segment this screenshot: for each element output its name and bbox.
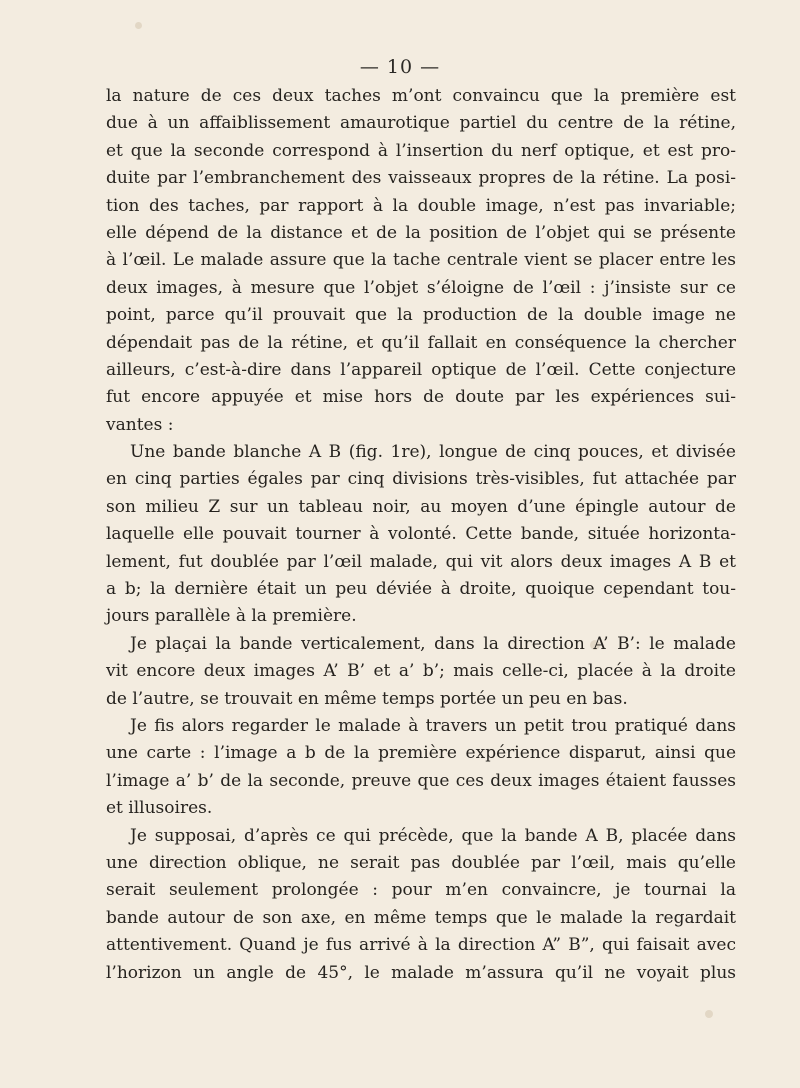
text-line: et illusoires. — [106, 798, 213, 819]
text-line: et que la seconde correspond à l’insertion du nerf optique, et est pro- — [106, 140, 736, 161]
text-line: tion des taches, par rapport à la double image, n’est pas invariable; — [106, 195, 736, 216]
text-line: lement, fut doublée par l’œil malade, qui vit alors deux images A B et — [106, 551, 736, 572]
text-line: une carte : l’image a b de la première expérience disparut, ainsi que — [106, 743, 736, 764]
text-line: en cinq parties égales par cinq divisions très-visibles, fut attachée par — [106, 469, 736, 490]
text-line: l’image a’ b’ de la seconde, preuve que ces deux images étaient fausses — [106, 770, 736, 791]
text-line: due à un affaiblissement amaurotique partiel du centre de la rétine, — [106, 113, 736, 134]
paper-stain — [135, 22, 142, 29]
text-line: ailleurs, c’est-à-dire dans l’appareil optique de l’œil. Cette conjecture — [106, 359, 736, 380]
body-text — [106, 83, 736, 987]
text-line: attentivement. Quand je fus arrivé à la direction A” B”, qui faisait avec — [106, 935, 736, 956]
text-line: Je supposai, d’après ce qui précède, que la bande A B, placée dans — [130, 825, 736, 846]
text-line: la nature de ces deux taches m’ont convaincu que la première est — [106, 86, 736, 106]
text-line: point, parce qu’il prouvait que la production de la double image ne — [106, 305, 736, 326]
text-line: Je plaçai la bande verticalement, dans la direction A’ B’: le malade — [130, 633, 736, 654]
text-line: a b; la dernière était un peu déviée à droite, quoique cependant tou- — [106, 579, 736, 600]
text-line: de l’autre, se trouvait en même temps portée un peu en bas. — [106, 688, 628, 709]
text-line: vantes : — [106, 414, 174, 435]
page-number: — 10 — — [359, 56, 441, 78]
text-line: son milieu Z sur un tableau noir, au moyen d’une épingle autour de — [106, 496, 736, 517]
text-line: elle dépend de la distance et de la position de l’objet qui se présente — [106, 222, 736, 243]
text-line: bande autour de son axe, en même temps que le malade la regardait — [106, 907, 736, 928]
text-line: dépendait pas de la rétine, et qu’il fallait en conséquence la chercher — [106, 332, 736, 353]
text-line: serait seulement prolongée : pour m’en convaincre, je tournai la — [106, 880, 736, 901]
text-line: duite par l’embranchement des vaisseaux propres de la rétine. La posi- — [106, 168, 736, 189]
text-line: à l’œil. Le malade assure que la tache centrale vient se placer entre les — [106, 250, 736, 271]
text-line: jours parallèle à la première. — [106, 606, 357, 627]
text-line: Une bande blanche A B (fig. 1re), longue de cinq pouces, et divisée — [130, 442, 736, 463]
text-line: l’horizon un angle de 45°, le malade m’assura qu’il ne voyait plus — [106, 962, 736, 983]
text-line: une direction oblique, ne serait pas doublée par l’œil, mais qu’elle — [106, 852, 736, 873]
text-line: Je fis alors regarder le malade à travers un petit trou pratiqué dans — [130, 715, 736, 736]
text-line: deux images, à mesure que l’objet s’éloigne de l’œil : j’insiste sur ce — [106, 277, 736, 298]
text-line: laquelle elle pouvait tourner à volonté. Cette bande, située horizonta- — [106, 524, 736, 545]
text-line: vit encore deux images A’ B’ et a’ b’; mais celle-ci, placée à la droite — [106, 661, 736, 682]
text-line: fut encore appuyée et mise hors de doute par les expériences sui- — [106, 387, 736, 408]
paper-stain — [705, 1010, 713, 1018]
